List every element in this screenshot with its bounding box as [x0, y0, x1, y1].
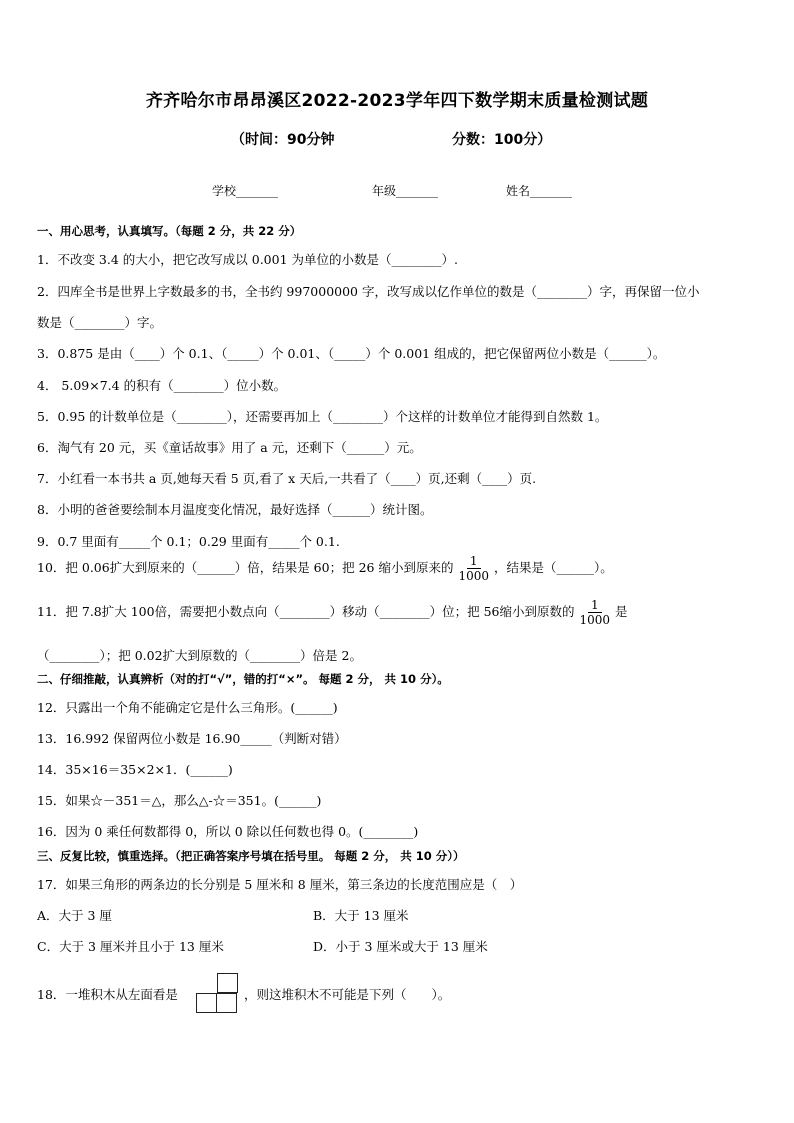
question-10-text-b: ，结果是（______）。 — [494, 560, 613, 575]
option-b: B．大于 13 厘米 — [313, 908, 409, 923]
school-field: 学校_______ — [212, 184, 279, 198]
exam-title: 齐齐哈尔市昂昂溪区2022-2023学年四下数学期末质量检测试题 — [145, 91, 649, 111]
fraction-one-thousandth — [576, 598, 613, 627]
question-7: 7．小红看一本书共 a 页,她每天看 5 页,看了 x 天后,一共看了（____）页,还剩（____）页. — [37, 471, 537, 486]
question-11-line-2: （________）；把 0.02扩大到原数的（________）倍是 2。 — [37, 648, 362, 663]
block-side-view-figure — [194, 973, 240, 1015]
block-top — [217, 973, 238, 993]
section-3-heading: 三、反复比较，慎重选择。（把正确答案序号填在括号里。 每题 2 分， 共 10 分）） — [37, 849, 465, 863]
question-13: 13．16.992 保留两位小数是 16.90_____（判断对错） — [37, 731, 347, 746]
option-a: A．大于 3 厘 — [37, 908, 112, 923]
question-16: 16．因为 0 乘任何数都得 0，所以 0 除以任何数也得 0。(________) — [37, 824, 419, 839]
question-11 — [37, 598, 628, 627]
block-bottom-left — [196, 993, 217, 1013]
question-15: 15．如果☆－351＝△，那么△-☆＝351。(______) — [37, 793, 322, 808]
fraction-denominator: 1000 — [579, 613, 611, 627]
fraction-one-thousandth — [455, 554, 492, 583]
block-bottom-right — [216, 993, 237, 1013]
name-field: 姓名_______ — [506, 184, 573, 198]
question-2-line-2: 数是（________）字。 — [37, 315, 163, 330]
section-2-heading: 二、仔细推敲，认真辨析（对的打“√”，错的打“×”。 每题 2 分， 共 10 分）。 — [37, 672, 449, 686]
section-1-heading: 一、用心思考，认真填写。（每题 2 分，共 22 分） — [37, 224, 302, 238]
question-4: 4． 5.09×7.4 的积有（________）位小数。 — [37, 378, 287, 393]
question-18-text-b: ，则这堆积木不可能是下列（ ）。 — [244, 987, 451, 1002]
question-10 — [37, 554, 613, 583]
question-14: 14．35×16＝35×2×1．(______) — [37, 762, 233, 777]
question-1: 1．不改变 3.4 的大小，把它改写成以 0.001 为单位的小数是（________）. — [37, 252, 458, 267]
question-17: 17．如果三角形的两条边的长分别是 5 厘米和 8 厘米，第三条边的长度范围应是（ ） — [37, 877, 523, 892]
fraction-numerator: 1 — [588, 598, 602, 613]
question-6: 6．淘气有 20 元，买《童话故事》用了 a 元，还剩下（______）元。 — [37, 440, 422, 455]
grade-field: 年级_______ — [372, 184, 439, 198]
fraction-numerator: 1 — [467, 554, 481, 569]
option-d: D．小于 3 厘米或大于 13 厘米 — [313, 939, 488, 954]
question-11-text-b: 是 — [615, 604, 628, 619]
question-8: 8．小明的爸爸要绘制本月温度变化情况，最好选择（______）统计图。 — [37, 502, 433, 517]
fraction-denominator: 1000 — [458, 569, 489, 583]
question-18-text-a: 18．一堆积木从左面看是 — [37, 987, 178, 1002]
question-9: 9．0.7 里面有_____个 0.1；0.29 里面有_____个 0.1. — [37, 534, 340, 549]
question-10-text-a: 10．把 0.06扩大到原来的（______）倍，结果是 60；把 26 缩小到原来的 — [37, 560, 454, 575]
question-11-text-a: 11．把 7.8扩大 100倍，需要把小数点向（________）移动（________）位；把 56缩小到原数的 — [37, 604, 575, 619]
question-5: 5．0.95 的计数单位是（________），还需要再加上（________）个这样的计数单位才能得到自然数 1。 — [37, 409, 608, 424]
exam-time: （时间：90分钟 — [231, 132, 335, 148]
question-12: 12．只露出一个角不能确定它是什么三角形。(______) — [37, 700, 338, 715]
question-2-line-1: 2．四库全书是世界上字数最多的书，全书约 997000000 字，改写成以亿作单位的数是（________）字，再保留一位小 — [37, 284, 700, 299]
option-c: C．大于 3 厘米并且小于 13 厘米 — [37, 939, 224, 954]
exam-score: 分数：100分） — [452, 132, 552, 148]
question-3: 3．0.875 是由（____）个 0.1、（_____）个 0.01、（_____）个 0.001 组成的，把它保留两位小数是（______）。 — [37, 346, 666, 361]
